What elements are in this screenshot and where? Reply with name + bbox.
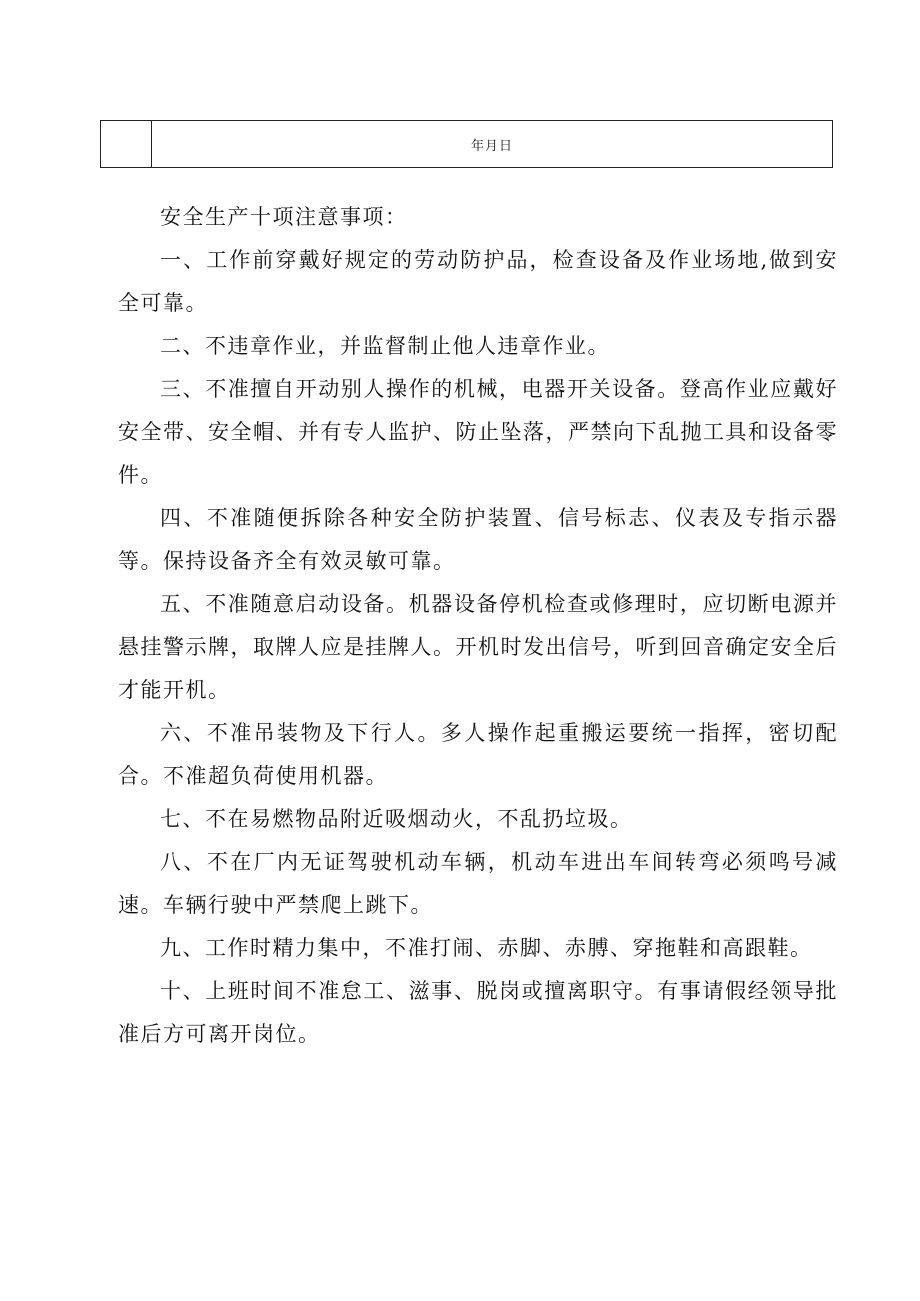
document-body [118,196,838,1056]
rule-item-7: 七、不在易燃物品附近吸烟动火，不乱扔垃圾。 [160,807,633,831]
rule-item-5: 五、不准随意启动设备。机器设备停机检查或修理时，应切断电源并悬挂警示牌，取牌人应是挂牌人。开机时发出信号，听到回音确定安全后才能开机。 [118,592,838,702]
rule-item-2: 二、不违章作业，并监督制止他人违章作业。 [160,334,610,358]
rule-item-8: 八、不在厂内无证驾驶机动车辆，机动车进出车间转弯必须鸣号减速。车辆行驶中严禁爬上跳下。 [118,850,838,917]
date-cell: 年月日 [470,138,513,154]
rule-item-10: 十、上班时间不准怠工、滋事、脱岗或擅离职守。有事请假经领导批准后方可离开岗位。 [118,979,838,1046]
rule-item-6: 六、不准吊装物及下行人。多人操作起重搬运要统一指挥，密切配合。不准超负荷使用机器。 [118,721,838,788]
header-table-empty-cell [101,121,152,167]
rule-item-3: 三、不准擅自开动别人操作的机械，电器开关设备。登高作业应戴好安全带、安全帽、并有专人监护、防止坠落，严禁向下乱抛工具和设备零件。 [118,377,838,487]
rule-item-4: 四、不准随便拆除各种安全防护装置、信号标志、仪表及专指示器等。保持设备齐全有效灵敏可靠。 [118,506,838,573]
document-title: 安全生产十项注意事项： [160,205,408,229]
header-table [100,120,833,168]
rule-item-9: 九、工作时精力集中，不准打闹、赤脚、赤膊、穿拖鞋和高跟鞋。 [160,936,813,960]
rule-item-1: 一、工作前穿戴好规定的劳动防护品，检查设备及作业场地,做到安全可靠。 [118,248,838,315]
